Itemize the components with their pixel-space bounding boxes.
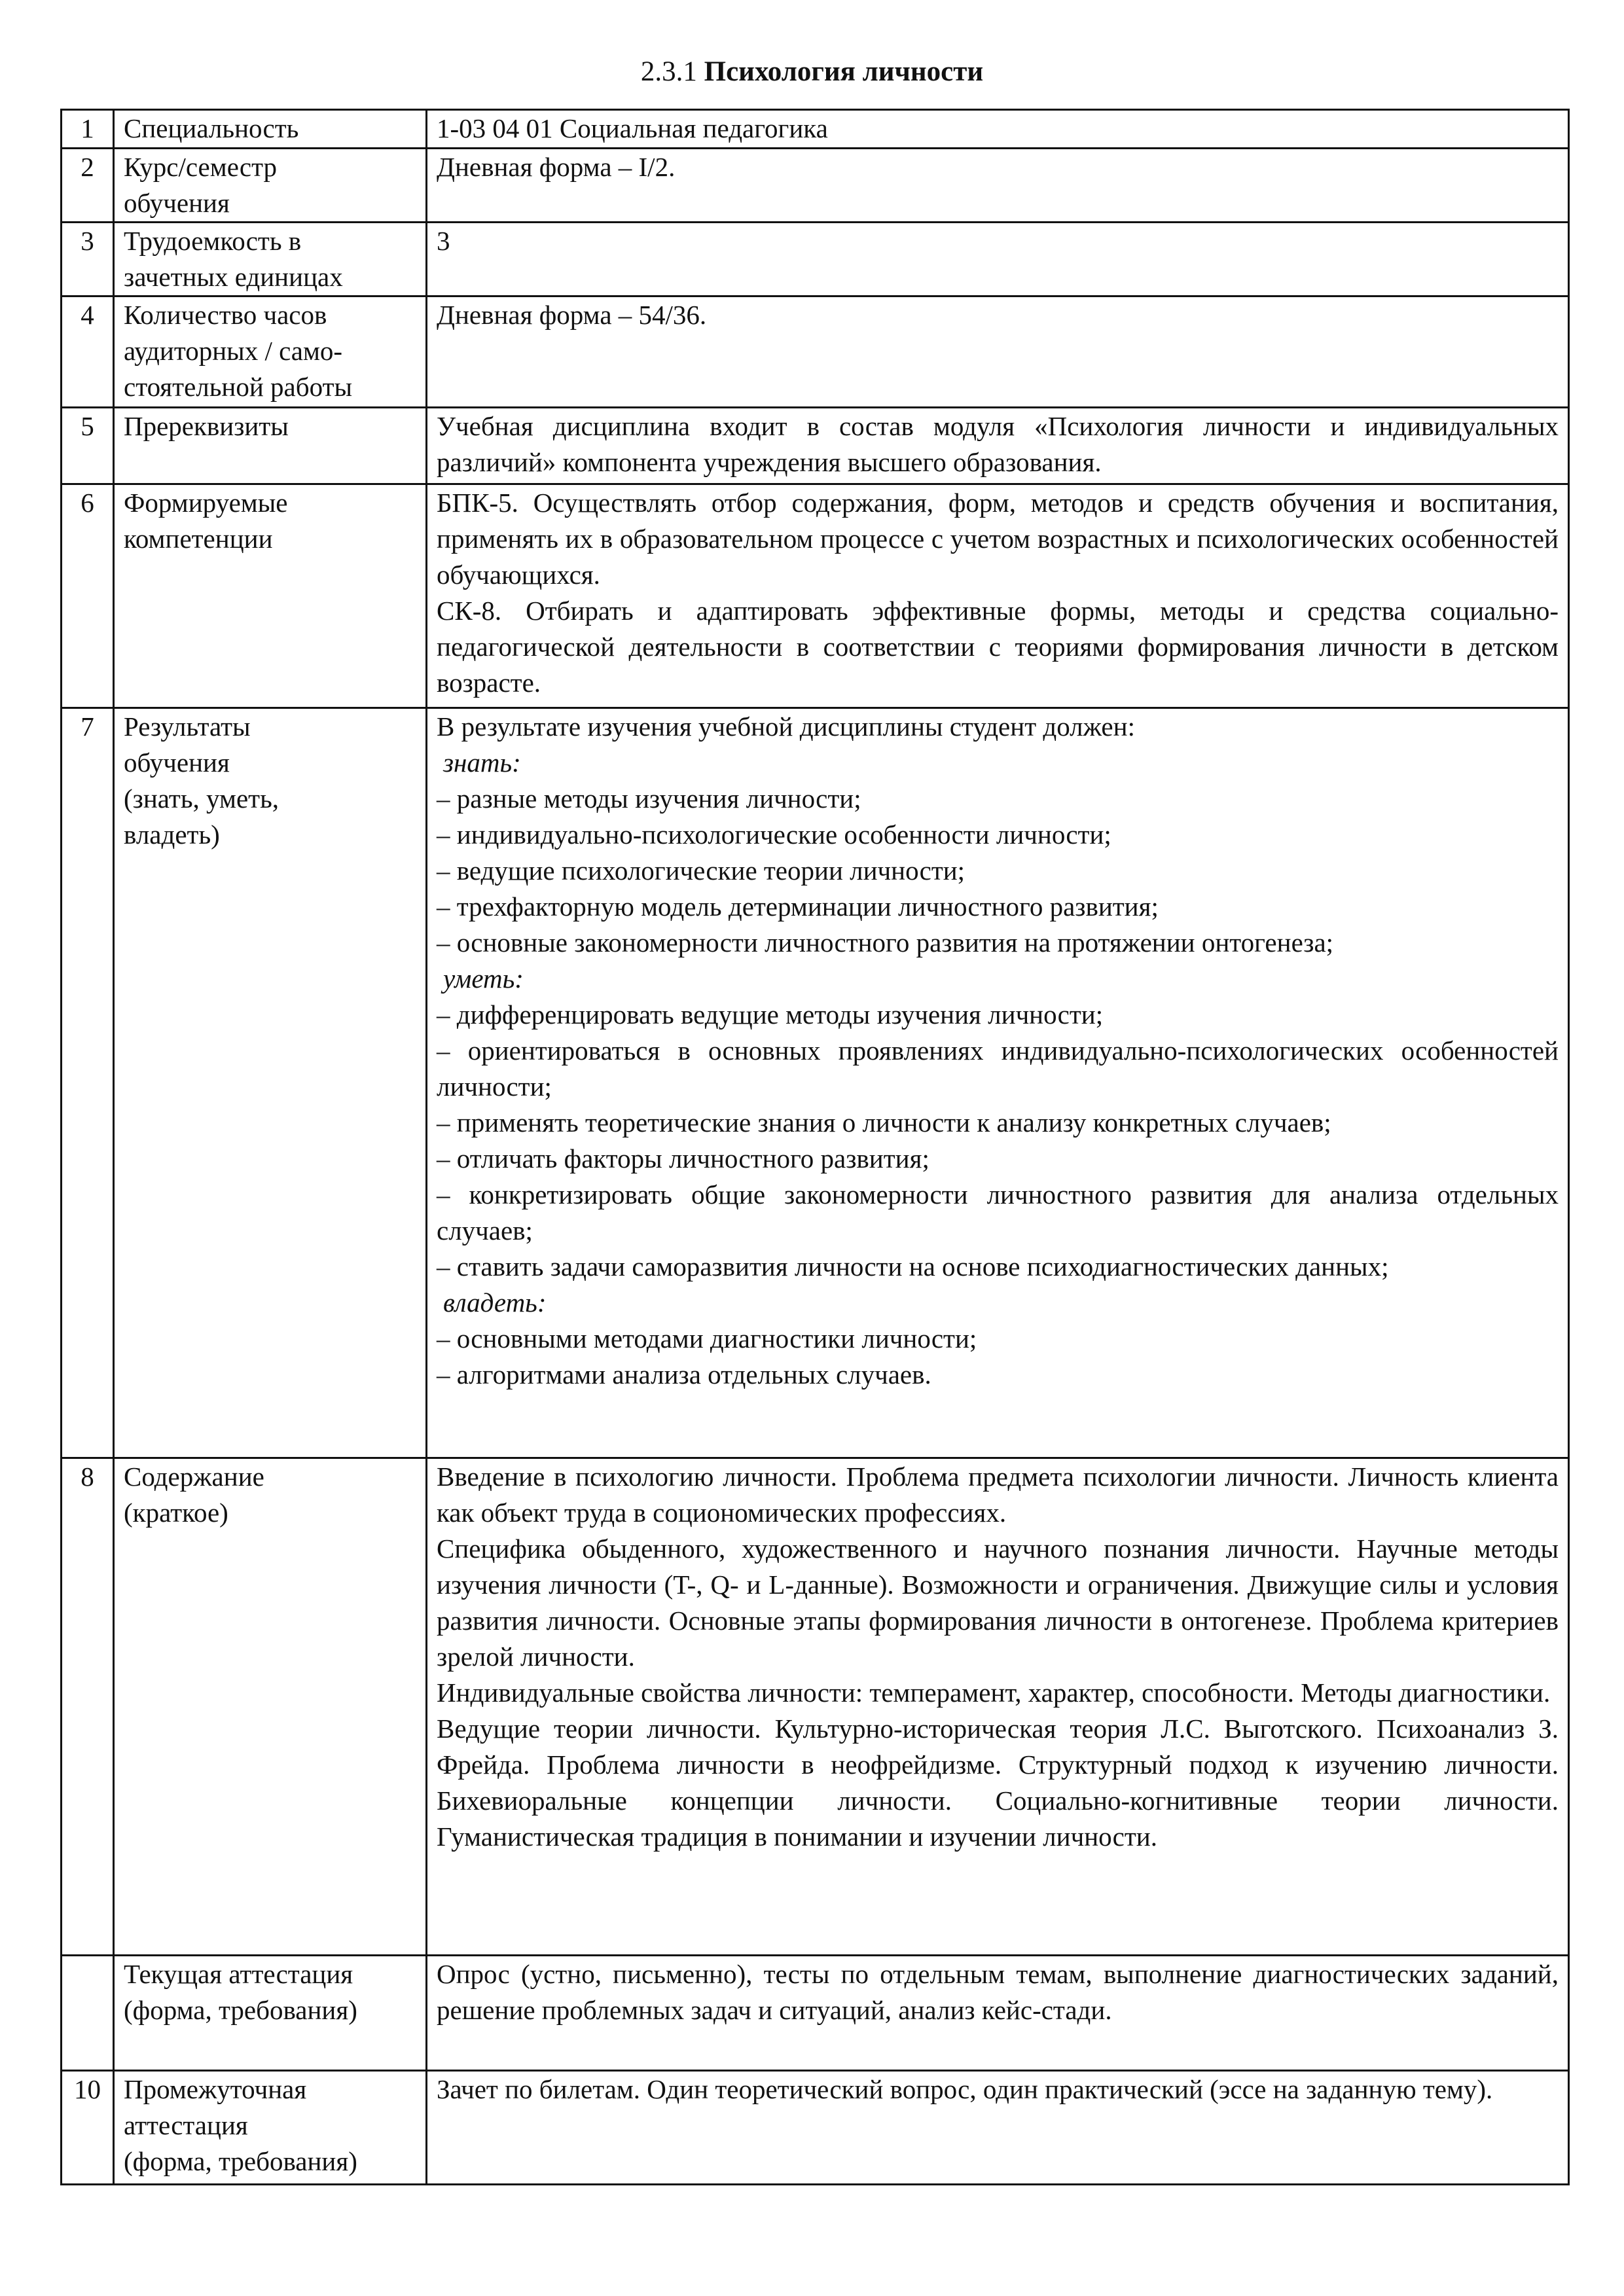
row-number: 2 xyxy=(62,149,114,223)
row-value: Дневная форма – I/2. xyxy=(427,149,1569,223)
list-item: – разные методы изучения личности; xyxy=(437,783,861,814)
list-item: – конкретизировать общие закономерности личностного развития для анализа отдельных случаев; xyxy=(437,1179,1559,1246)
row-label: Трудоемкость в зачетных единицах xyxy=(114,223,427,296)
table-row xyxy=(62,223,1569,296)
table-row xyxy=(62,484,1569,708)
row-number: 8 xyxy=(62,1458,114,1956)
list-item: – основные закономерности личностного развития на протяжении онтогенеза; xyxy=(437,927,1334,958)
list-item: – ведущие психологические теории личности; xyxy=(437,855,965,886)
row-label: Формируемые компетенции xyxy=(114,484,427,708)
group-heading-know: знать: xyxy=(443,747,521,778)
list-item: – применять теоретические знания о личности к анализу конкретных случаев; xyxy=(437,1107,1331,1138)
row-number xyxy=(62,1956,114,2071)
row-label: Курс/семестр обучения xyxy=(114,149,427,223)
row-value: 3 xyxy=(427,223,1569,296)
row-label: Специальность xyxy=(114,110,427,149)
title-number: 2.3.1 xyxy=(640,56,697,87)
row-value: Учебная дисциплина входит в состав модуля «Психология личности и индивидуальных различий» компонента учреждения высшего образования. xyxy=(427,408,1569,484)
list-item: – алгоритмами анализа отдельных случаев. xyxy=(437,1359,931,1390)
row-label: Текущая аттестация (форма, требования) xyxy=(114,1956,427,2071)
row-value: Дневная форма – 54/36. xyxy=(427,296,1569,408)
row-number: 3 xyxy=(62,223,114,296)
page-title xyxy=(0,52,1624,92)
row-value: Зачет по билетам. Один теоретический вопрос, один практический (эссе на заданную тему). xyxy=(427,2071,1569,2185)
row-value: Введение в психологию личности. Проблема предмета психологии личности. Личность клиента как объект труда в социономических профессиях. Специфика обыденного, художественного и научного познания личности. Научные методы изучения личности (T-, Q- и L-данные). Возможности и ограничения. Движущие силы и условия развития личности. Основные этапы формирования личности в онтогенезе. Проблема критериев зрелой личности. Индивидуальные свойства личности: темперамент, характер, способности. Методы диагностики. Ведущие теории личности. Культурно-историческая теория Л.С. Выготского. Психоанализ З. Фрейда. Проблема личности в неофрейдизме. Структурный подход к изучению личности. Бихевиоральные концепции личности. Социально-когнитивные теории личности. Гуманистическая традиция в понимании и изучении личности. xyxy=(427,1458,1569,1956)
results-intro: В результате изучения учебной дисциплины студент должен: xyxy=(437,711,1135,742)
list-item: – основными методами диагностики личности; xyxy=(437,1323,977,1354)
row-label: Результаты обучения (знать, уметь, владеть) xyxy=(114,708,427,1458)
table-row xyxy=(62,296,1569,408)
list-item: – трехфакторную модель детерминации личностного развития; xyxy=(437,891,1159,922)
table-row xyxy=(62,408,1569,484)
list-item: – дифференцировать ведущие методы изучения личности; xyxy=(437,999,1104,1030)
row-number: 4 xyxy=(62,296,114,408)
row-number: 1 xyxy=(62,110,114,149)
row-number: 10 xyxy=(62,2071,114,2185)
list-item: – ставить задачи саморазвития личности на основе психодиагностических данных; xyxy=(437,1251,1389,1282)
row-value xyxy=(427,708,1569,1458)
table-row xyxy=(62,149,1569,223)
row-number: 5 xyxy=(62,408,114,484)
table-row xyxy=(62,708,1569,1458)
course-info-table xyxy=(60,109,1570,2185)
table-row xyxy=(62,110,1569,149)
list-item: – индивидуально-психологические особенности личности; xyxy=(437,819,1111,850)
row-value: 1-03 04 01 Социальная педагогика xyxy=(427,110,1569,149)
list-item: – отличать факторы личностного развития; xyxy=(437,1143,929,1174)
row-label: Промежуточная аттестация (форма, требования) xyxy=(114,2071,427,2185)
group-heading-master: владеть: xyxy=(443,1287,547,1318)
row-label: Количество часов аудиторных / само- стоятельной работы xyxy=(114,296,427,408)
row-number: 6 xyxy=(62,484,114,708)
row-label: Пререквизиты xyxy=(114,408,427,484)
row-number: 7 xyxy=(62,708,114,1458)
row-value: БПК-5. Осуществлять отбор содержания, форм, методов и средств обучения и воспитания, применять их в образовательном процессе с учетом возрастных и психологических особенностей обучающихся. СК-8. Отбирать и адаптировать эффективные формы, методы и средства социально-педагогической деятельности в соответствии с теориями формирования личности в детском возрасте. xyxy=(427,484,1569,708)
table-row xyxy=(62,1458,1569,1956)
list-item: – ориентироваться в основных проявлениях индивидуально-психологических особенностей личности; xyxy=(437,1035,1559,1102)
group-heading-can: уметь: xyxy=(443,963,524,994)
title-text: Психология личности xyxy=(704,56,984,87)
table-row xyxy=(62,2071,1569,2185)
row-label: Содержание (краткое) xyxy=(114,1458,427,1956)
table-row xyxy=(62,1956,1569,2071)
row-value: Опрос (устно, письменно), тесты по отдельным темам, выполнение диагностических заданий, решение проблемных задач и ситуаций, анализ кейс-стади. xyxy=(427,1956,1569,2071)
